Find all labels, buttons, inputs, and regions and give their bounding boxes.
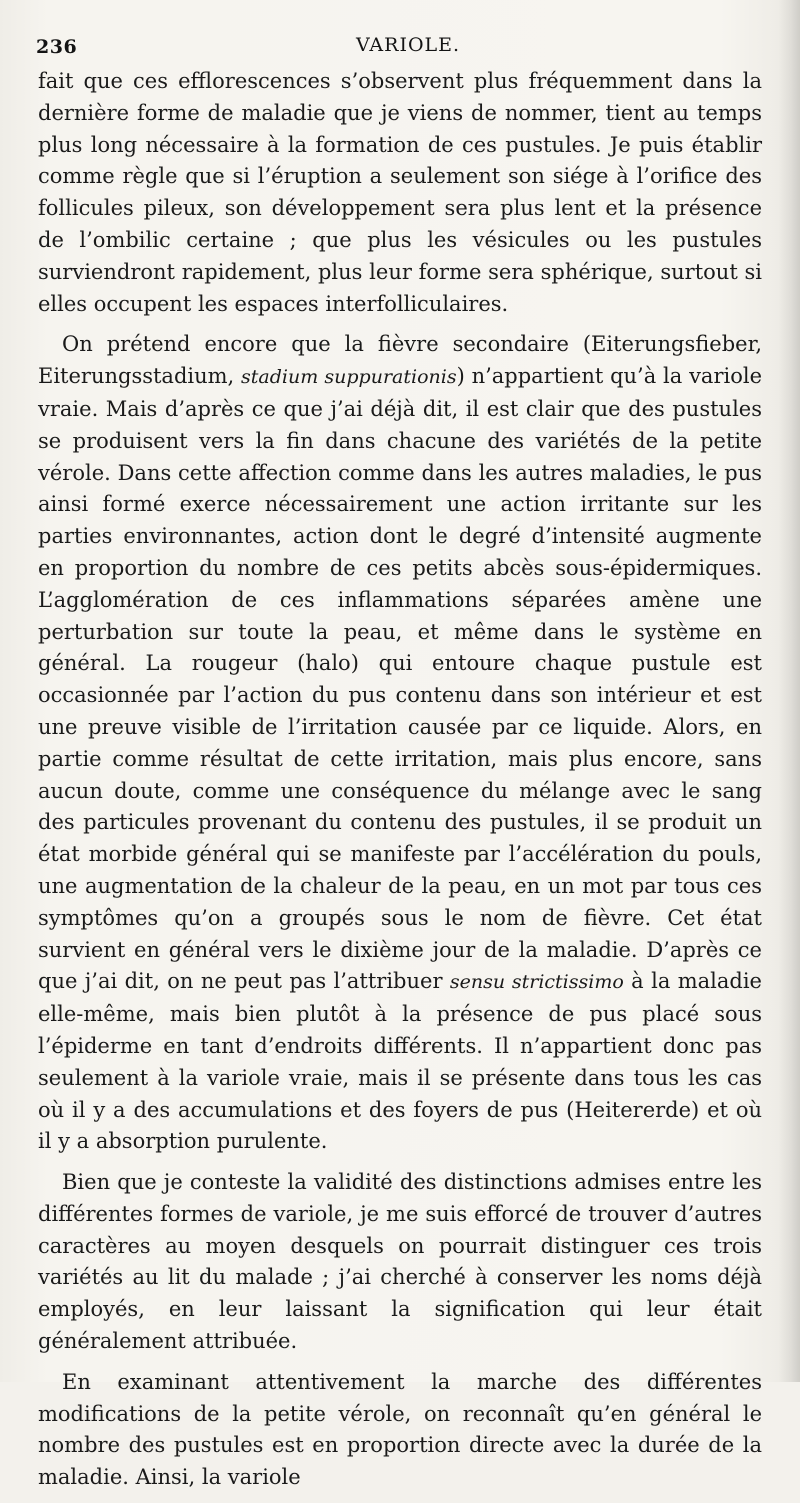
paragraph-1: fait que ces efflorescences s’observent plus fréquemment dans la dernière forme de maladie que je viens de nommer, tient au temps plus long nécessaire à la formation de ces pustules. Je puis établir comme règle que si l’éruption a seulement son siége à l’orifice des follicules pileux, son développement sera plus lent et la présence de l’ombilic certaine ; que plus les vésicules ou les pustules surviendront rapidement, plus leur forme sera sphérique, surtout si elles occupent les espaces interfolliculaires. (38, 69, 762, 316)
running-head: VARIOLE. (356, 34, 461, 56)
italic-term-sensu-strictissimo: sensu strictissimo (449, 971, 624, 994)
paragraph-4: En examinant attentivement la marche des différentes modifications de la petite vérole, on reconnaît qu’en général le nombre des pustules est en proportion directe avec la durée de la maladie. Ainsi, la variole (38, 1369, 762, 1490)
italic-term-stadium-suppurationis: stadium suppurationis (241, 366, 457, 389)
paragraph-2-part-3: à la maladie elle-même, mais bien plutôt à la présence de pus placé sous l’épiderme en tant d’endroits différents. Il n’appartient donc pas seulement à la variole vraie, mais il se présente dans tous les cas où il y a des accumulations et des foyers de pus (Heitererde) et où il y a absorption purulente. (38, 969, 762, 1154)
page-edge-shadow (778, 0, 800, 1382)
paragraph-2-part-1: On prétend encore que la fièvre secondaire (Eiterungsfieber, Eiterungsstadium, (38, 332, 762, 389)
body-text (38, 66, 762, 1503)
paragraph-3: Bien que je conteste la validité des distinctions admises entre les différentes formes de variole, je me suis efforcé de trouver d’autres caractères au moyen desquels on pourrait distinguer ces trois variétés au lit du malade ; j’ai cherché à conserver les noms déjà employés, en leur laissant la signification qui leur était généralement attribuée. (38, 1170, 762, 1354)
paragraph-2-part-2: ) n’appartient qu’à la variole vraie. Mais d’après ce que j’ai déjà dit, il est clair que des pustules se produisent vers la fin dans chacune des variétés de la petite vérole. Dans cette affection comme dans les autres maladies, le pus ainsi formé exerce nécessairement une action irritante sur les parties environnantes, action dont le degré d’intensité augmente en proportion du nombre de ces petits abcès sous-épidermiques. L’agglomération de ces inflammations séparées amène une perturbation sur toute la peau, et même dans le système en général. La rougeur (halo) qui entoure chaque pustule est occasionnée par l’action du pus contenu dans son intérieur et est une preuve visible de l’irritation causée par ce liquide. Alors, en partie comme résultat de cette irritation, mais plus encore, sans aucun doute, comme une conséquence du mélange avec le sang des particules provenant du contenu des pustules, il se produit un état morbide général qui se manifeste par l’accélération du pouls, une augmentation de la chaleur de la peau, en un mot par tous ces symptômes qu’on a groupés sous le nom de fièvre. Cet état survient en général vers le dixième jour de la maladie. D’après ce que j’ai dit, on ne peut pas l’attribuer (38, 364, 762, 994)
page-number: 236 (36, 36, 78, 58)
paragraph-2 (38, 329, 762, 1158)
page-header (36, 34, 764, 62)
